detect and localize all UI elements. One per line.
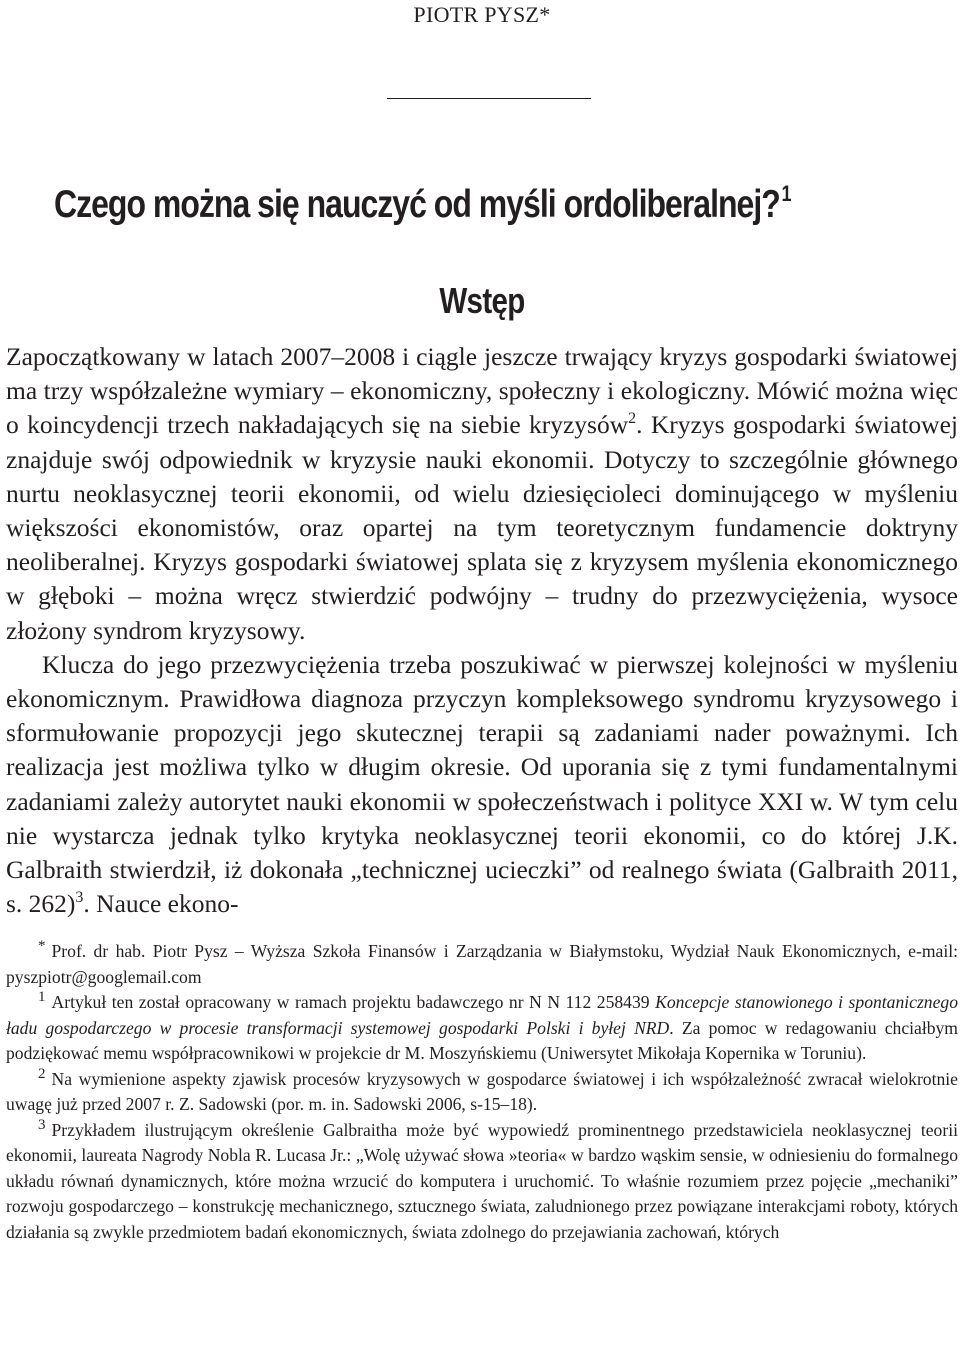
- footnote-star-mark: *: [38, 938, 46, 955]
- footnote-3-mark: 3: [38, 1116, 46, 1133]
- footnote-3-text: Przykładem ilustrującym określenie Galbraitha może być wypowiedź prominentnego przedstawiciela neoklasycznej teorii ekonomii, laureata Nagrody Nobla R. Lucasa Jr.: „Wolę używać słowa »teoria« w bardzo wąskim sensie, w odniesieniu do formalnego układu równań dynamicznych, które można wrzucić do komputera i uruchomić. To właśnie rozumiem przez pojęcie „mechaniki” rozwoju gospodarczego – konstrukcję mechanicznego, sztucznego świata, zaludnionego przez powiązane interakcjami roboty, których działania są zwykle przedmiotem badań ekonomicznych, świata zdolnego do przejawiania zachowań, których: [6, 1119, 958, 1242]
- body-text: [6, 340, 958, 921]
- title-footnote-ref[interactable]: 1: [781, 181, 791, 206]
- author-name: PIOTR PYSZ*: [413, 2, 551, 27]
- body-paragraph-2-part-b: . Nauce ekono-: [83, 889, 239, 919]
- footnote-2-text: Na wymienione aspekty zjawisk procesów kryzysowych w gospodarce światowej i ich współzależność zwracał wielokrotnie uwagę już przed 2007 r. Z. Sadowski (por. m. in. Sadowski 2006, s-15–18).: [6, 1068, 958, 1115]
- page: [6, 0, 958, 1245]
- header-divider: [387, 98, 591, 99]
- article-title-text: Czego można się nauczyć od myśli ordoliberalnej?: [54, 183, 780, 226]
- footnotes: [6, 939, 958, 1245]
- footnote-3: [6, 1118, 958, 1246]
- body-paragraph-1-part-b: . Kryzys gospodarki światowej znajduje swój odpowiednik w kryzysie nauki ekonomii. Dotyczy to szczególnie głównego nurtu neoklasycznej teorii ekonomii, od wielu dziesięcioleci dominującego w myśleniu większości ekonomistów, oraz opartej na tym teoretycznym fundamencie doktryny neoliberalnej. Kryzys gospodarki światowej splata się z kryzysem myślenia ekonomicznego w głęboki – można wręcz stwierdzić podwójny – trudny do przezwyciężenia, wysoce złożony syndrom kryzysowy.: [6, 410, 958, 645]
- footnote-1-text-a: Artykuł ten został opracowany w ramach projektu badawczego nr N N 112 258439: [51, 992, 656, 1013]
- body-paragraph-1: [6, 340, 958, 648]
- body-paragraph-2: [6, 648, 958, 922]
- footnote-2: [6, 1067, 958, 1118]
- footnote-star-text: Prof. dr hab. Piotr Pysz – Wyższa Szkoła Finansów i Zarządzania w Białymstoku, Wydział Nauk Ekonomicznych, e-mail: pyszpiotr@googlemail.com: [6, 941, 958, 987]
- footnote-1: [6, 990, 958, 1067]
- footnote-1-text-b: . Za pomoc w redagowaniu chciałbym podziękować memu współpracownikowi w projekcie dr M. Moszyńskiemu (Uniwersytet Mikołaja Kopernika w Toruniu).: [6, 1017, 958, 1064]
- article-title: [54, 171, 795, 226]
- footnote-2-mark: 2: [38, 1065, 46, 1082]
- footnote-star: [6, 939, 958, 990]
- section-heading: Wstęp: [439, 280, 525, 321]
- footnote-1-mark: 1: [38, 989, 46, 1006]
- footnote-ref-3[interactable]: 3: [75, 889, 84, 907]
- body-paragraph-2-part-a: Klucza do jego przezwyciężenia trzeba poszukiwać w pierwszej kolejności w myśleniu ekonomicznym. Prawidłowa diagnoza przyczyn kompleksowego syndromu kryzysowego i sformułowanie propozycji jego skutecznej terapii są zadaniami nader poważnymi. Ich realizacja jest możliwa tylko w długim okresie. Od uporania się z tymi fundamentalnymi zadaniami zależy autorytet nauki ekonomii w społeczeństwach i polityce XXI w. W tym celu nie wystarcza jednak tylko krytyka neoklasycznej teorii ekonomii, co do której J.K. Galbraith stwierdził, iż dokonała „technicznej ucieczki” od realnego świata (Galbraith 2011, s. 262): [6, 649, 958, 919]
- body-paragraph-1-part-a: Zapoczątkowany w latach 2007–2008 i ciągle jeszcze trwający kryzys gospodarki światowej ma trzy współzależne wymiary – ekonomiczny, społeczny i ekologiczny. Mówić można więc o koincydencji trzech nakładających się na siebie kryzysów: [6, 342, 958, 440]
- footnote-1-project-title: Koncepcje stanowionego i spontanicznego ładu gospodarczego w procesie transformacji systemowej gospodarki Polski i byłej NRD: [6, 992, 959, 1038]
- footnote-ref-2[interactable]: 2: [628, 410, 637, 428]
